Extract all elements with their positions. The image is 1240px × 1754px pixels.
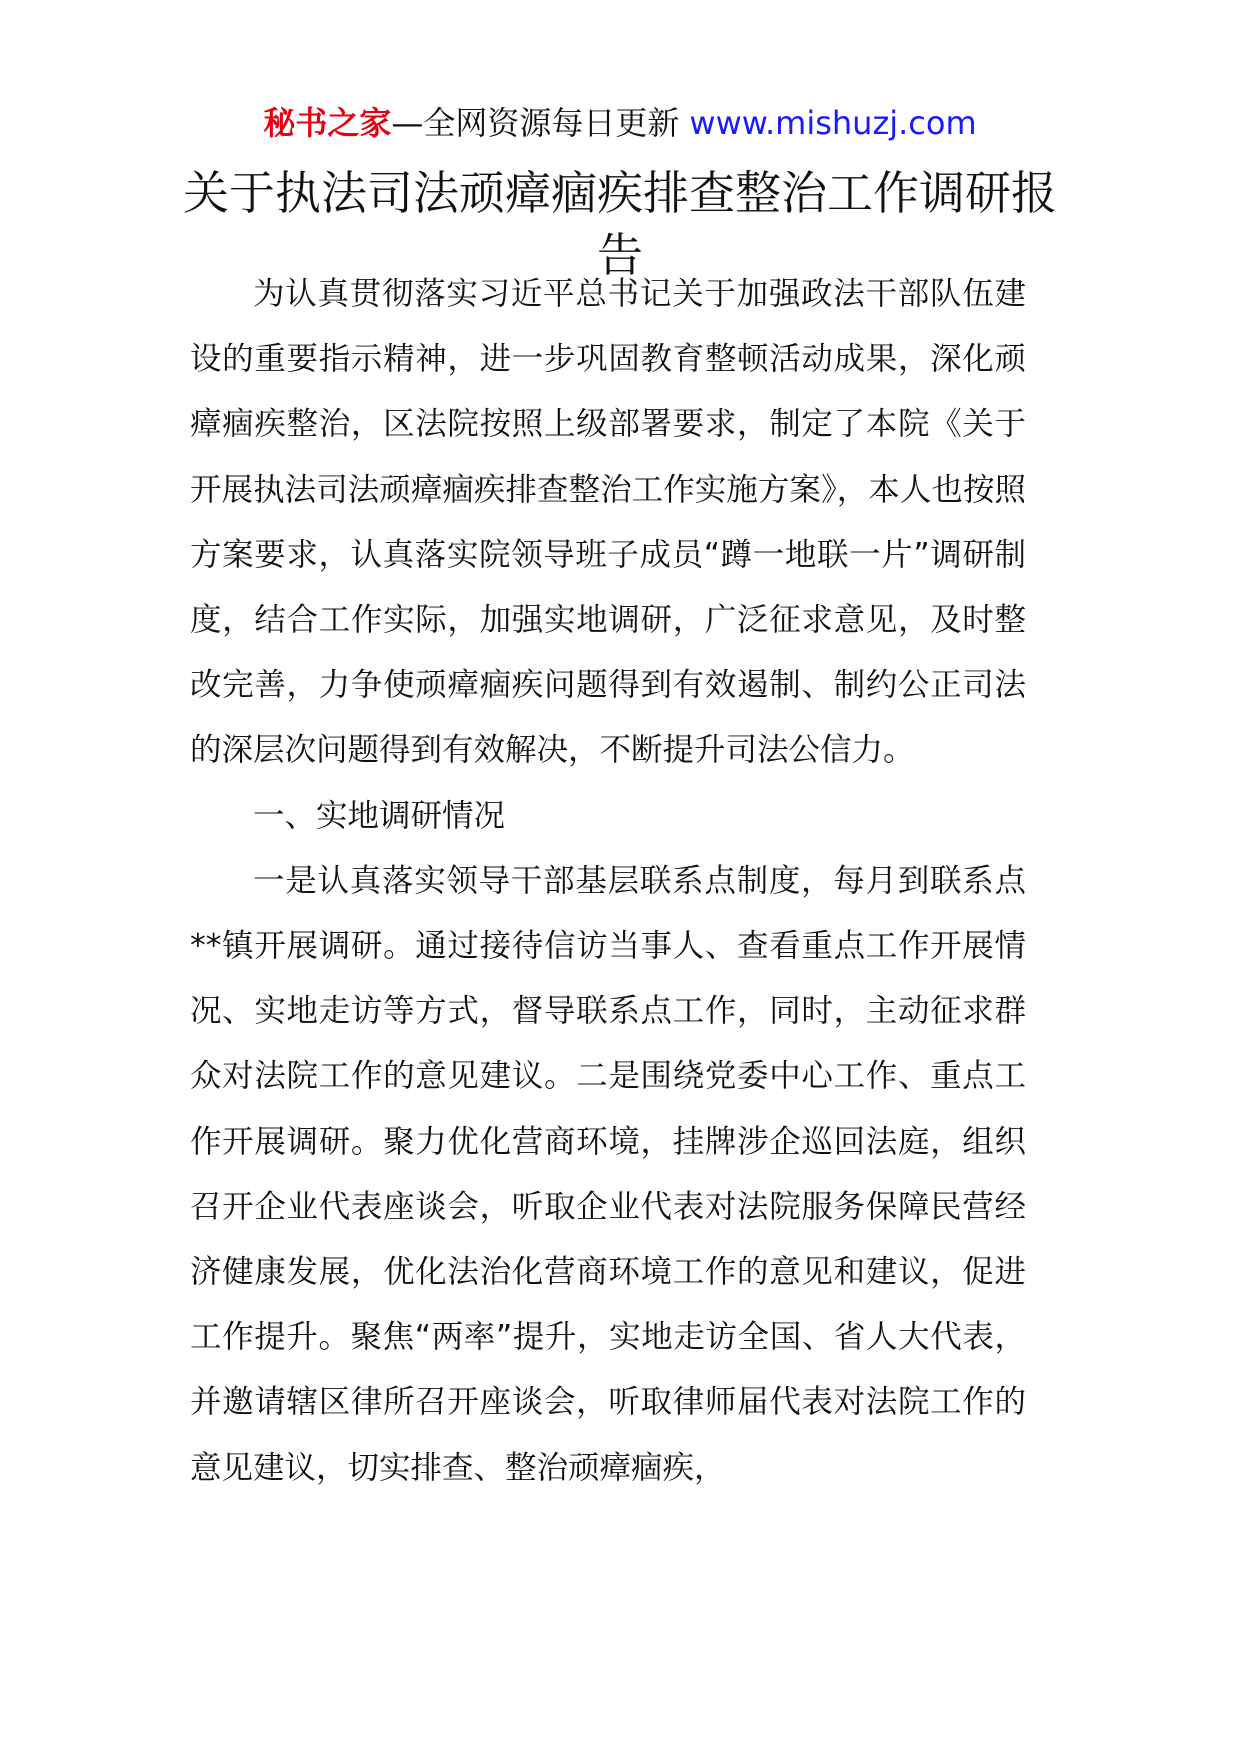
paragraph-research: 一是认真落实领导干部基层联系点制度，每月到联系点**镇开展调研。通过接待信访当事人、查看重点工作开展情况、实地走访等方式，督导联系点工作，同时，主动征求群众对法院工作的意见建议。二是围绕党委中心工作、重点工作开展调研。聚力优化营商环境，挂牌涉企巡回法庭，组织召开企业代表座谈会，听取企业代表对法院服务保障民营经济健康发展，优化法治化营商环境工作的意见和建议，促进工作提升。聚焦“两率”提升，实地走访全国、省人大代表，并邀请辖区律所召开座谈会，听取律师届代表对法院工作的意见建议，切实排查、整治顽瘴痼疾， [190, 862, 1026, 1486]
document-title: 关于执法司法顽瘴痼疾排查整治工作调研报告 [183, 166, 1057, 282]
paragraph-intro: 为认真贯彻落实习近平总书记关于加强政法干部队伍建设的重要指示精神，进一步巩固教育整顿活动成果，深化顽瘴痼疾整治，区法院按照上级部署要求，制定了本院《关于开展执法司法顽瘴痼疾排查整治工作实施方案》，本人也按照方案要求，认真落实院领导班子成员“蹲一地联一片”调研制度，结合工作实际，加强实地调研，广泛征求意见，及时整改完善，力争使顽瘴痼疾问题得到有效遏制、制约公正司法的深层次问题得到有效解决，不断提升司法公信力。 [190, 276, 1026, 769]
header-slogan: —全网资源每日更新 [391, 104, 680, 142]
site-url-link[interactable]: www.mishuzj.com [689, 104, 977, 142]
document-body [190, 262, 1026, 1501]
section-heading: 一、实地调研情况 [253, 797, 506, 834]
brand-name: 秘书之家 [263, 104, 392, 142]
site-header [0, 100, 1240, 146]
